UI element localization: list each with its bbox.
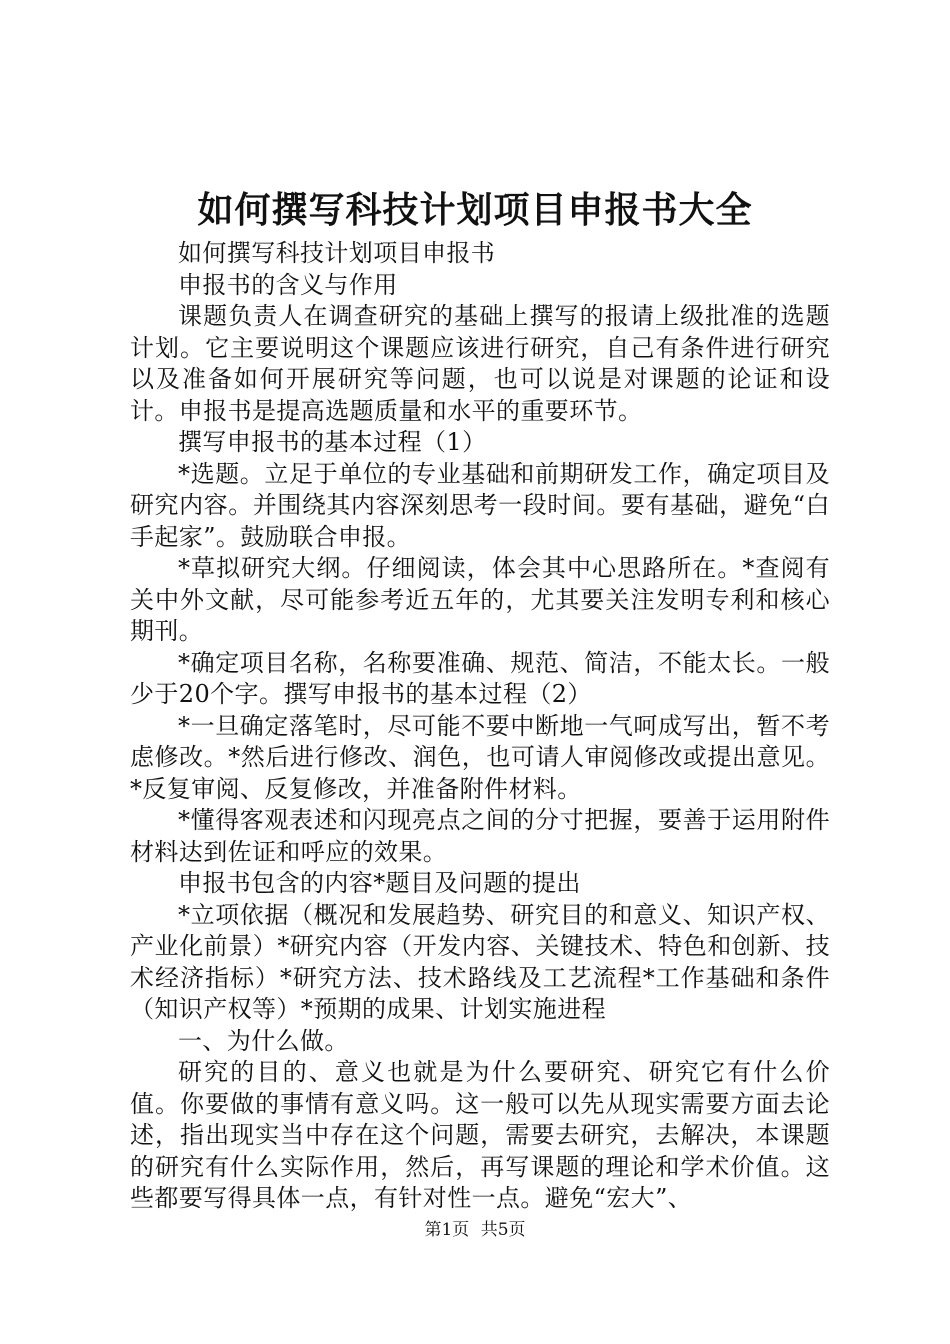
paragraph-1: 如何撰写科技计划项目申报书 <box>178 239 496 267</box>
page-number: 第1页 <box>424 1220 470 1240</box>
paragraph-3: 课题负责人在调查研究的基础上撰写的报请上级批准的选题计划。它主要说明这个课题应该进行研究，自己有条件进行研究以及准备如何开展研究等问题，也可以说是对课题的论证和设计。申报书是提高选题质量和水平的重要环节。 <box>130 302 830 425</box>
paragraph-2: 申报书的含义与作用 <box>178 270 398 299</box>
paragraph-6: *草拟研究大纲。仔细阅读，体会其中心思路所在。*查阅有关中外文献，尽可能参考近五年的，尤其要关注发明专利和核心期刊。 <box>130 554 830 645</box>
paragraph-11: *立项依据（概况和发展趋势、研究目的和意义、知识产权、产业化前景）*研究内容（开发内容、关键技术、特色和创新、技术经济指标）*研究方法、技术路线及工艺流程*工作基础和条件（知识产权等）*预期的成果、计划实施进程 <box>130 900 830 1023</box>
document-title: 如何撰写科技计划项目申报书大全 <box>197 189 753 231</box>
paragraph-12: 一、为什么做。 <box>178 1026 349 1055</box>
paragraph-10: 申报书包含的内容*题目及问题的提出 <box>178 869 581 897</box>
paragraph-7: *确定项目名称，名称要准确、规范、简洁，不能太长。一般少于20个字。撰写申报书的基本过程（2） <box>130 648 830 708</box>
page-total: 共5页 <box>480 1220 526 1240</box>
paragraph-8: *一旦确定落笔时，尽可能不要中断地一气呵成写出，暂不考虑修改。*然后进行修改、润色，也可请人审阅修改或提出意见。*反复审阅、反复修改，并准备附件材料。 <box>130 711 830 803</box>
paragraph-4: 撰写申报书的基本过程（1） <box>178 428 487 456</box>
paragraph-5: *选题。立足于单位的专业基础和前期研发工作，确定项目及研究内容。并围绕其内容深刻思考一段时间。要有基础，避免“白手起家”。鼓励联合申报。 <box>130 459 830 551</box>
page-footer <box>0 1218 950 1242</box>
paragraph-9: *懂得客观表述和闪现亮点之间的分寸把握，要善于运用附件材料达到佐证和呼应的效果。 <box>130 806 830 866</box>
document-body <box>130 238 830 1215</box>
paragraph-13: 研究的目的、意义也就是为什么要研究、研究它有什么价值。你要做的事情有意义吗。这一般可以先从现实需要方面去论述，指出现实当中存在这个问题，需要去研究，去解决，本课题的研究有什么实际作用，然后，再写课题的理论和学术价值。这些都要写得具体一点，有针对性一点。避免“宏大”、 <box>130 1058 830 1212</box>
